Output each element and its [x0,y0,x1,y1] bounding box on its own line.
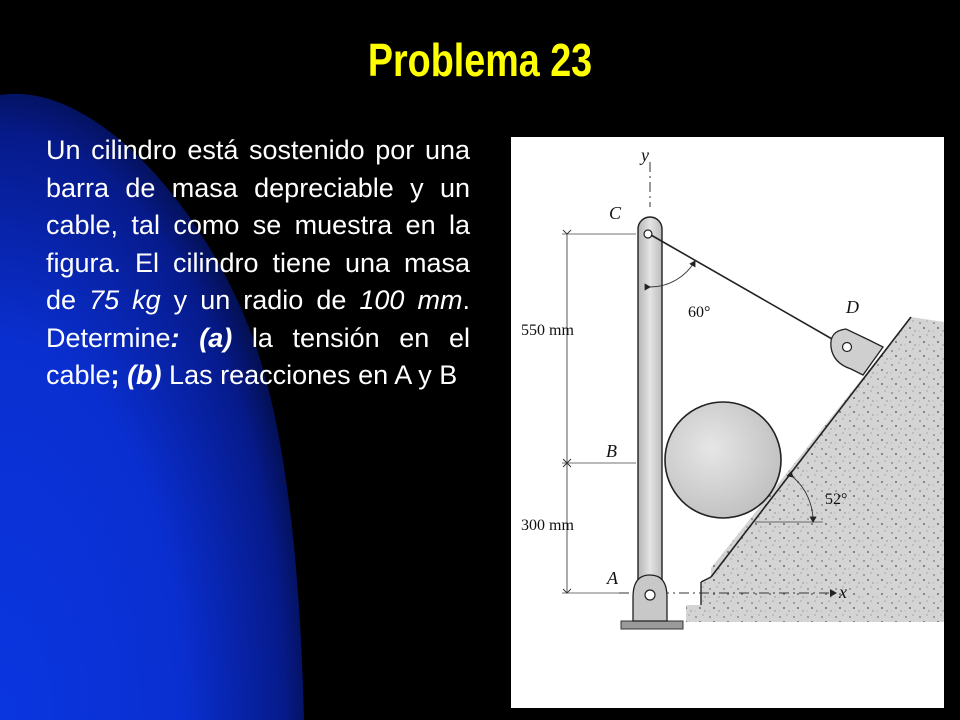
statics-diagram [511,137,944,708]
label-point-b: B [606,441,617,461]
part-b-label: (b) [127,360,162,390]
statement-text-4: la tensión en el cable [46,322,470,390]
part-a-label: (a) [199,322,233,353]
figure-panel [511,137,944,708]
mass-value: 75 kg [89,285,161,315]
radius-value: 100 mm [359,285,463,315]
colon-mark: : [170,322,180,353]
label-angle-60: 60° [688,304,711,321]
label-point-d: D [846,297,859,317]
label-angle-52: 52° [825,491,848,508]
cable-cd [651,235,846,347]
statement-text-1: Un cilindro está sostenido por una barra de masa depreciable y un cable, tal como se muestra en la figura. El cilindro tiene una masa de [46,135,470,315]
statement-text-2: y un radio de [160,285,360,315]
cylinder [665,402,781,518]
label-point-c: C [609,203,622,223]
label-dimension-lower: 300 mm [521,517,574,534]
pin-base-plate [621,621,683,629]
label-dimension-upper: 550 mm [521,322,574,339]
label-y-axis: y [641,145,649,165]
pin-c [644,230,652,238]
support-bar [638,217,662,607]
semicolon-mark: ; [110,360,120,390]
statement-text-5: Las reacciones en A y B [161,360,458,390]
statement-text-3: . Determine [46,285,470,353]
label-point-a: A [607,568,618,588]
label-x-axis: x [839,582,847,602]
slide-title: Problema 23 [367,34,593,86]
problem-statement [46,132,470,395]
